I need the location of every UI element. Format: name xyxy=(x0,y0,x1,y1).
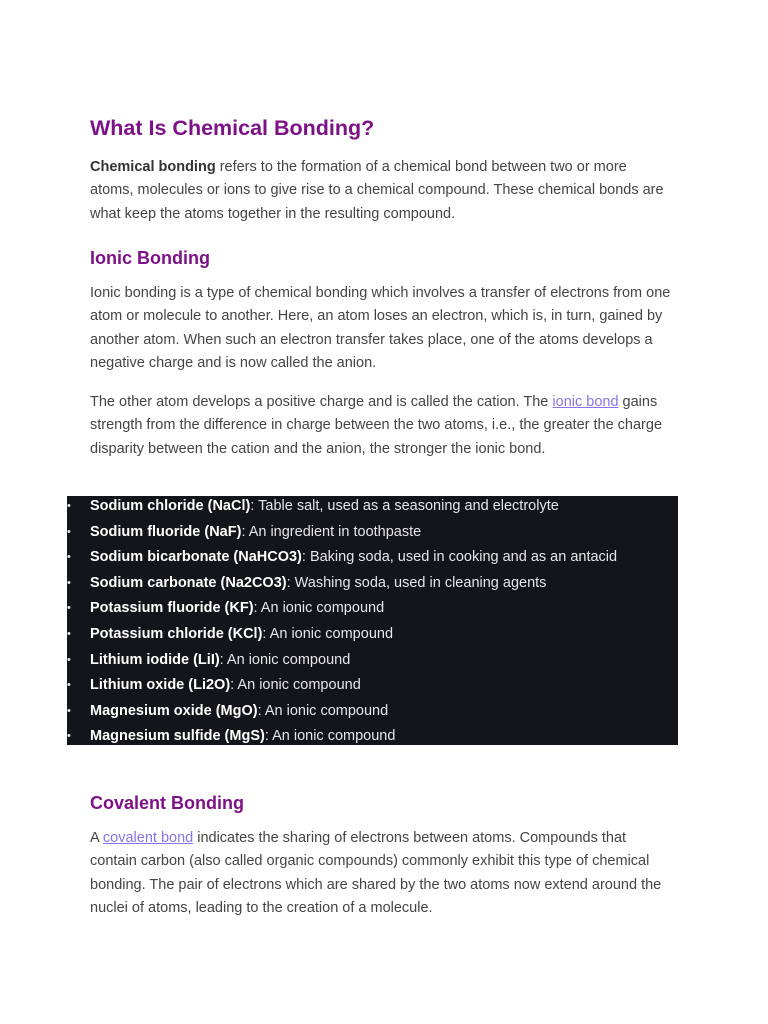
intro-bold-term: Chemical bonding xyxy=(90,159,216,175)
compound-name: Lithium iodide (LiI) xyxy=(90,651,220,668)
compound-name: Sodium fluoride (NaF) xyxy=(90,523,242,540)
compound-description: : An ingredient in toothpaste xyxy=(241,523,422,540)
covalent-para-after: indicates the sharing of electrons between atoms. Compounds that contain carbon (also called organic compounds) commonly exhibit this type of chemical bonding. The pair of electrons which are shared by the two atoms now extend around the nuclei of atoms, leading to the creation of a molecule. xyxy=(90,830,662,916)
bullet-icon: • xyxy=(67,730,71,743)
bullet-icon: • xyxy=(67,525,71,538)
page-title: What Is Chemical Bonding? xyxy=(90,116,375,140)
compound-description: : An ionic compound xyxy=(262,625,394,642)
bullet-icon: • xyxy=(67,704,71,717)
covalent-bond-link[interactable]: covalent bond xyxy=(102,830,194,846)
bullet-icon: • xyxy=(67,576,71,589)
list-item xyxy=(67,547,678,573)
list-item xyxy=(67,624,678,650)
compound-name: Potassium chloride (KCl) xyxy=(90,625,263,642)
covalent-para-before: A xyxy=(90,830,103,846)
compound-name: Magnesium oxide (MgO) xyxy=(90,702,258,719)
list-item xyxy=(67,522,678,548)
list-item xyxy=(67,675,678,701)
compound-description: : An ionic compound xyxy=(264,728,396,745)
compound-name: Sodium carbonate (Na2CO3) xyxy=(90,574,287,591)
list-item xyxy=(67,701,678,727)
compound-description: : An ionic compound xyxy=(257,702,389,719)
ionic-paragraph-1: Ionic bonding is a type of chemical bonding which involves a transfer of electrons from one atom or molecule to another. Here, an atom loses an electron, which is, in turn, gained by another atom. When such an electron transfer takes place, one of the atoms develops a negative charge and is now called the anion. xyxy=(90,285,671,371)
ionic-para2-before: The other atom develops a positive charge and is called the cation. The xyxy=(90,394,553,410)
covalent-heading: Covalent Bonding xyxy=(90,793,244,813)
intro-text: refers to the formation of a chemical bond between two or more atoms, molecules or ions to give rise to a chemical compound. These chemical bonds are what keep the atoms together in the resulting compound. xyxy=(90,159,664,222)
list-item xyxy=(67,650,678,676)
list-item xyxy=(67,573,678,599)
list-item xyxy=(67,726,678,752)
ionic-para2-after: gains strength from the difference in charge between the two atoms, i.e., the greater the charge disparity between the cation and the anion, the stronger the ionic bond. xyxy=(90,394,663,457)
bullet-icon: • xyxy=(67,551,71,564)
compound-name: Sodium bicarbonate (NaHCO3) xyxy=(90,549,302,566)
compound-name: Sodium chloride (NaCl) xyxy=(90,498,251,514)
list-item xyxy=(67,598,678,624)
ionic-paragraph-2 xyxy=(90,391,674,461)
bullet-icon: • xyxy=(67,653,71,666)
ionic-bond-link[interactable]: ionic bond xyxy=(552,394,619,410)
compound-name: Magnesium sulfide (MgS) xyxy=(90,728,265,745)
intro-paragraph xyxy=(90,156,674,226)
compound-description: : An ionic compound xyxy=(230,677,361,694)
list-item xyxy=(67,496,678,522)
compound-description: : An ionic compound xyxy=(253,600,385,617)
bullet-icon: • xyxy=(67,679,71,692)
covalent-paragraph xyxy=(90,827,674,920)
ionic-examples-list xyxy=(67,496,678,745)
compound-description: : Table salt, used as a seasoning and electrolyte xyxy=(250,498,559,514)
compound-description: : Baking soda, used in cooking and as an antacid xyxy=(301,549,618,566)
compound-description: : An ionic compound xyxy=(219,651,351,668)
bullet-icon: • xyxy=(67,627,71,640)
ionic-heading: Ionic Bonding xyxy=(90,248,210,268)
bullet-icon: • xyxy=(67,500,71,512)
compound-description: : Washing soda, used in cleaning agents xyxy=(286,574,547,591)
compound-name: Potassium fluoride (KF) xyxy=(90,600,254,617)
compound-name: Lithium oxide (Li2O) xyxy=(90,677,231,694)
bullet-icon: • xyxy=(67,602,71,615)
